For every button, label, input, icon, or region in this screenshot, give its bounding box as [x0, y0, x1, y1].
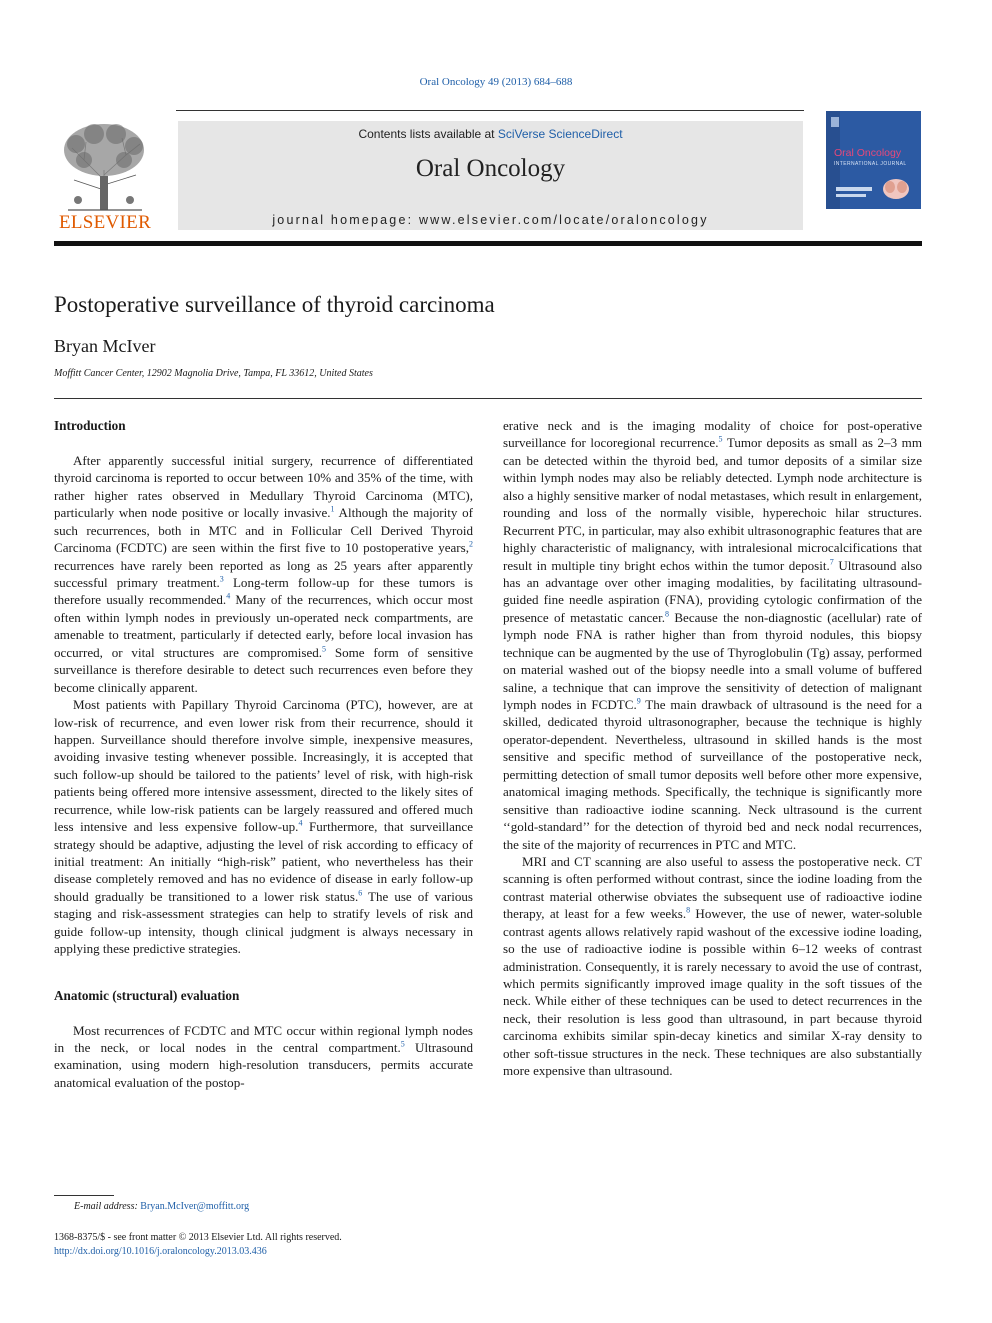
- contents-prefix: Contents lists available at: [358, 127, 498, 141]
- elsevier-tree-icon: [54, 120, 156, 212]
- author-affiliation: Moffitt Cancer Center, 12902 Magnolia Drive, Tampa, FL 33612, United States: [54, 368, 373, 379]
- publisher-wordmark: ELSEVIER: [58, 212, 152, 233]
- right-column: [503, 417, 922, 1080]
- contents-line: [178, 127, 803, 141]
- reference-link[interactable]: 2: [469, 539, 473, 549]
- reference-link[interactable]: 5: [400, 1039, 405, 1049]
- reference-link[interactable]: 3: [219, 574, 224, 584]
- elsevier-logo[interactable]: [54, 120, 156, 236]
- section-heading-introduction: Introduction: [54, 418, 126, 433]
- cover-subtitle: INTERNATIONAL JOURNAL: [834, 161, 907, 167]
- journal-title: Oral Oncology: [415, 155, 566, 182]
- paragraph-intro-1: After apparently successful initial surgery, recurrence of differentiated thyroid carcinoma is reported to occur between 10% and 35% of the time, with rather higher rates observed in Medullary Thyroid Carcinoma (MTC), particularly when node positive or locally invasive.$^1$ Although the majority of such recurrences, both in MTC and in Follicular Cell Derived Thyroid Carcinoma (FCDTC) are seen within the first five to 10 postoperative years,$^2$ recurrences have rarely been reported as long as 25 years after apparently successful primary treatment.$^3$ Long-term follow-up for these tumors is therefore usually recommended.$^4$ Many of the recurrences, which occur most often within lymph nodes in previously un-operated neck compartments, are amenable to treatment, particularly if detected early, before local invasion has occurred, or vital structures are compromised.$^5$ Some form of sensitive surveillance is therefore desirable to detect such recurrences even before they become clinically apparent.: [54, 452, 473, 695]
- reference-link[interactable]: 9: [636, 696, 641, 706]
- journal-homepage[interactable]: journal homepage: www.elsevier.com/locate/oraloncology: [272, 213, 709, 227]
- paragraph-intro-2: Most patients with Papillary Thyroid Carcinoma (PTC), however, are at low-risk of recurrence, and even lower risk from their recurrence, should it happen. Surveillance should therefore involve simple, inexpensive measures, avoiding invasive testing whenever possible. Increasingly, it is accepted that such follow-up should be tailored to the patients’ level of risk, with high-risk patients being offered more intensive assessment, directed to the likely sites of recurrence, while low-risk patients can be largely reassured and offered much less intensive and less expensive follow-up.$^4$ Furthermore, that surveillance strategy should be adaptive, adjusting the level of risk according to efficacy of initial treatment: An initially “high-risk” patient, who nevertheless has their disease completely removed and has no evidence of disease in early follow-up should gradually be transitioned to a lower risk status.$^6$ The use of various staging and risk-assessment strategies can help to stratify levels of risk and guide follow-up intensity, though clinical judgment is always necessary in applying these predictive strategies.: [54, 697, 474, 957]
- journal-masthead: [178, 121, 803, 230]
- reference-link[interactable]: 4: [298, 818, 303, 828]
- author-email-link[interactable]: Bryan.McIver@moffitt.org: [140, 1201, 250, 1212]
- email-label: E-mail address:: [74, 1201, 138, 1212]
- title-divider: [54, 398, 922, 399]
- paragraph-anatomic-1: Most recurrences of FCDTC and MTC occur within regional lymph nodes in the neck, or local nodes in the central compartment.$^5$ Ultrasound examination, using modern high-resolution transducers, permits accurate anatomical evaluation of the postop-: [54, 1022, 473, 1090]
- reference-link[interactable]: 8: [664, 609, 669, 619]
- footnote-rule: [54, 1195, 114, 1196]
- author-email-footnote: [74, 1201, 249, 1212]
- journal-citation[interactable]: Oral Oncology 49 (2013) 684–688: [419, 76, 573, 88]
- paragraph-mri-ct: MRI and CT scanning are also useful to assess the postoperative neck. CT scanning is often performed without contrast, since the iodine loading from the contrast material otherwise obviates the subsequent use of radioactive iodine therapy, at least for a few weeks.$^8$ However, the use of newer, water-soluble contrast agents allows relatively rapid washout of the excessive iodine loading, so the use of radioactive iodine is possible within 6–12 weeks of contrast administration. Consequently, it is rarely necessary to avoid the use of contrast, which permits significantly improved image quality in the soft tissues of the neck. While either of these techniques can be used to detect recurrences in the neck, their resolution is less good than ultrasound, in part because thyroid carcinoma exhibits similar spin-decay kinetics and similar X-ray density to other soft-tissue structures in the neck. These techniques are also substantially more expensive than ultrasound.: [503, 853, 923, 1079]
- reference-link[interactable]: 4: [226, 592, 231, 602]
- reference-link[interactable]: 7: [829, 557, 834, 567]
- article-title: Postoperative surveillance of thyroid carcinoma: [54, 292, 495, 317]
- section-heading-anatomic: Anatomic (structural) evaluation: [54, 987, 240, 1003]
- reference-link[interactable]: 6: [358, 888, 363, 898]
- reference-link[interactable]: 5: [322, 644, 327, 654]
- doi-link[interactable]: http://dx.doi.org/10.1016/j.oraloncology.2013.03.436: [54, 1246, 267, 1257]
- header-top-rule: [176, 110, 804, 111]
- reference-link[interactable]: 1: [330, 504, 335, 514]
- author-name[interactable]: Bryan McIver: [54, 336, 156, 356]
- left-column: [54, 417, 473, 1091]
- journal-cover[interactable]: [826, 111, 921, 231]
- header-bottom-rule: [54, 241, 922, 246]
- reference-link[interactable]: 8: [686, 905, 691, 915]
- cover-title: Oral Oncology: [834, 147, 902, 159]
- copyright-line: 1368-8375/$ - see front matter © 2013 Elsevier Ltd. All rights reserved.: [54, 1232, 342, 1243]
- copyright-block: [54, 1231, 342, 1259]
- paragraph-ultrasound: erative neck and is the imaging modality of choice for post-operative surveillance for locoregional recurrence.$^5$ Tumor deposits as small as 2–3 mm can be detected within the thyroid bed, and tumor deposits of a similar size within lymph nodes may also be reliably detected. Lymph node architecture is also a highly sensitive marker of nodal metastases, which result in enlargement, rounding and loss of the normally visible, hyperechoic hilar structures. Recurrent PTC, in particular, may also exhibit ultrasonographic features that are highly characteristic of malignancy, with intralesional microcalcifications that result in multiple tiny bright echos within the tumor deposit.$^7$ Ultrasound also has an advantage over other imaging modalities, by facilitating ultrasound-guided fine needle aspiration (FNA), providing cytologic confirmation of the presence of metastatic cancer.$^8$ Because the non-diagnostic (acellular) rate of lymph node FNA is rather higher than from thyroid nodules, this biopsy technique can be augmented by the use of Thyroglobulin (Tg) assay, performed on material washed out of the biopsy needle into a small volume of buffered saline, a technique that can improve the sensitivity of detection of malignant lymph nodes in FCDTC.$^9$ The main drawback of ultrasound is the need for a skilled, dedicated thyroid ultrasonographer, because the technique is highly operator-dependent. Nevertheless, ultrasound in skilled hands is the most sensitive and specific method of surveillance of the postoperative neck, permitting detection of small tumor deposits well before other more expensive, anatomical imaging methods. Specifically, the technique is significantly more sensitive than radioactive iodine scanning. Neck ultrasound is the current ‘‘gold-standard’’ for the detection of thyroid bed and neck nodal recurrences, the site of the majority of recurrences in PTC and MTC.: [503, 418, 923, 852]
- cover-footer: [826, 209, 921, 231]
- reference-link[interactable]: 5: [718, 435, 723, 445]
- sciencedirect-link[interactable]: SciVerse ScienceDirect: [497, 127, 623, 141]
